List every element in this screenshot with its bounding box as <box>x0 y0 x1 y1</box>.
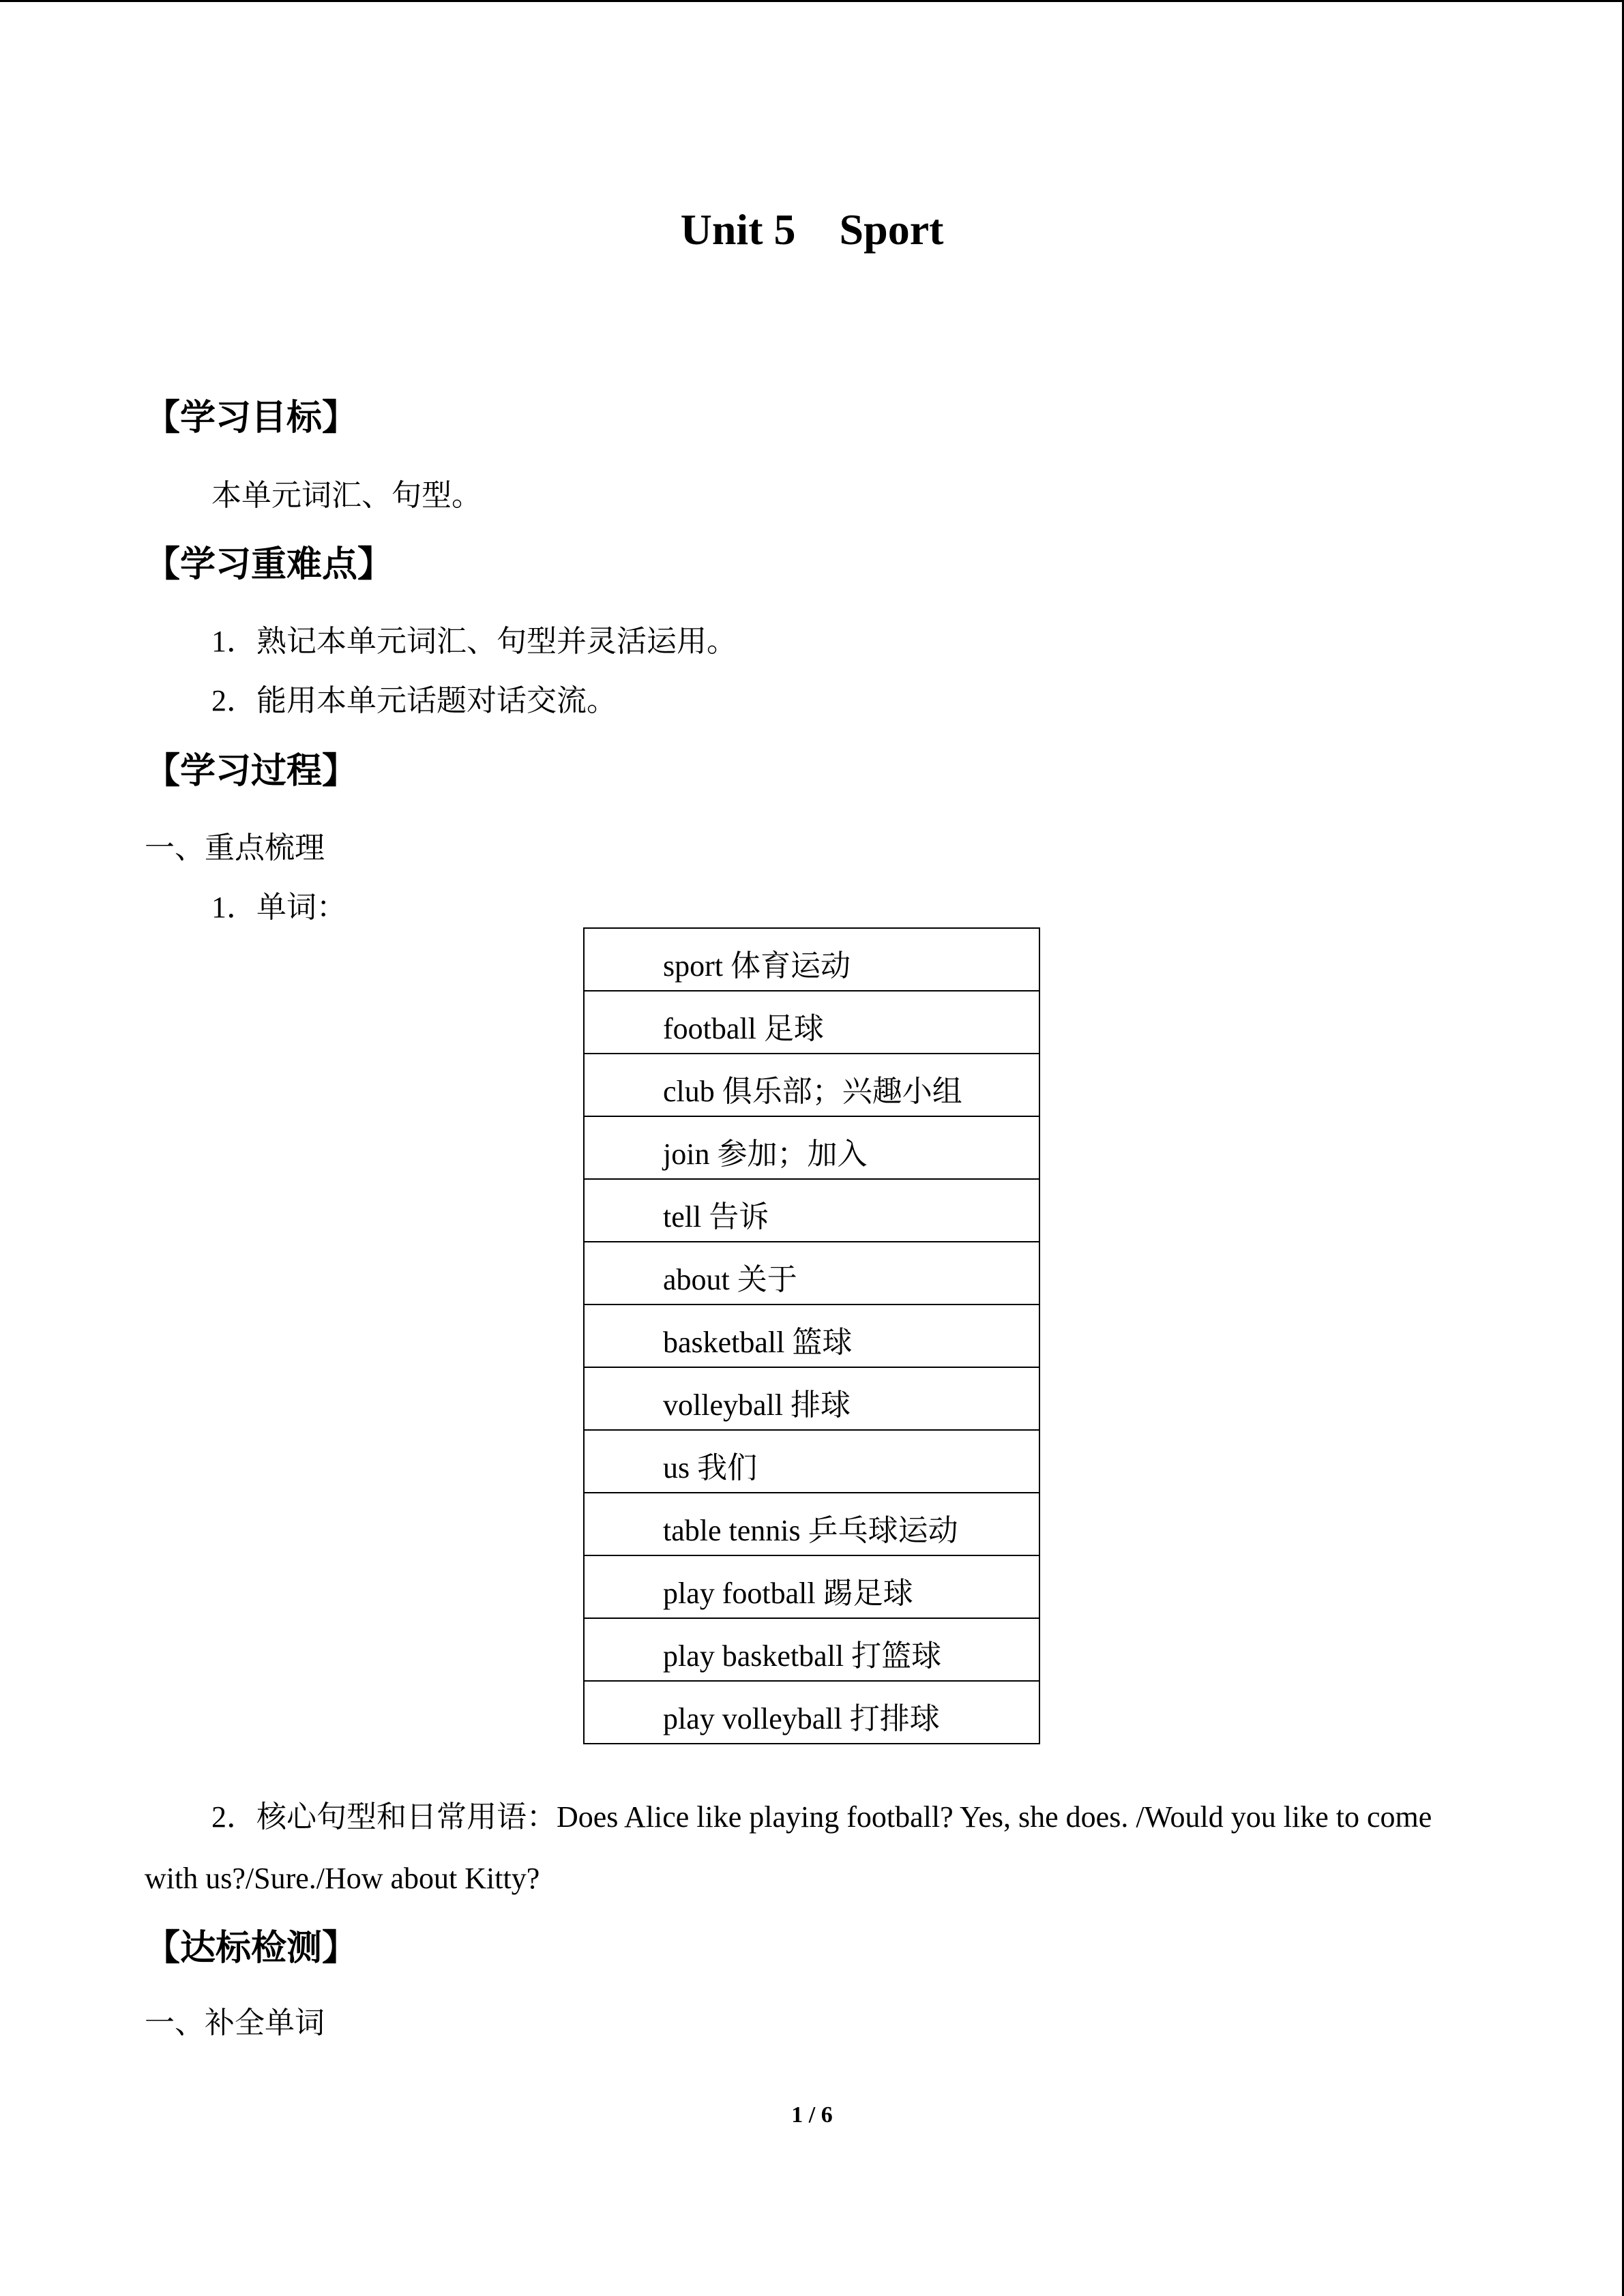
vocabulary-entry: play basketball 打篮球 <box>584 1618 1039 1681</box>
process-subheading: 一、重点梳理 <box>145 831 325 865</box>
table-row <box>584 928 1039 991</box>
table-row <box>584 1242 1039 1304</box>
vocabulary-entry: table tennis 乒乓球运动 <box>584 1493 1039 1555</box>
vocabulary-entry: us 我们 <box>584 1430 1039 1493</box>
table-row <box>584 1116 1039 1179</box>
page-title: Unit 5 Sport <box>680 205 944 254</box>
vocabulary-entry: play football 踢足球 <box>584 1555 1039 1618</box>
vocabulary-table <box>583 927 1040 1744</box>
table-row <box>584 1430 1039 1493</box>
table-row <box>584 1367 1039 1430</box>
vocabulary-entry: about 关于 <box>584 1242 1039 1304</box>
vocabulary-entry: join 参加；加入 <box>584 1116 1039 1179</box>
vocabulary-entry: club 俱乐部；兴趣小组 <box>584 1054 1039 1116</box>
table-row <box>584 1304 1039 1367</box>
process-heading: 【学习过程】 <box>145 751 358 792</box>
sentences-paragraph: 2．核心句型和日常用语：Does Alice like playing football? Yes, she does. /Would you like to come with us?/Sure./How about Kitty? <box>145 1800 1432 1895</box>
vocabulary-entry: volleyball 排球 <box>584 1367 1039 1430</box>
vocabulary-entry: sport 体育运动 <box>584 928 1039 991</box>
vocabulary-entry: tell 告诉 <box>584 1179 1039 1242</box>
vocabulary-entry: basketball 篮球 <box>584 1304 1039 1367</box>
objectives-heading: 【学习目标】 <box>145 398 358 438</box>
vocabulary-entry: football 足球 <box>584 991 1039 1054</box>
test-heading: 【达标检测】 <box>145 1928 358 1969</box>
table-row <box>584 1179 1039 1242</box>
table-row <box>584 1618 1039 1681</box>
top-border <box>0 0 1624 2</box>
test-subheading: 一、补全单词 <box>145 2006 325 2040</box>
vocabulary-entry: play volleyball 打排球 <box>584 1681 1039 1744</box>
keypoint-item: 1．熟记本单元词汇、句型并灵活运用。 <box>211 625 737 658</box>
page-number: 1 / 6 <box>791 2102 833 2128</box>
table-row <box>584 1555 1039 1618</box>
table-row <box>584 1054 1039 1116</box>
keypoints-heading: 【学习重难点】 <box>145 544 394 585</box>
words-label: 1．单词： <box>211 891 346 924</box>
table-row <box>584 1681 1039 1744</box>
keypoint-item: 2．能用本单元话题对话交流。 <box>211 684 617 717</box>
objectives-text: 本单元词汇、句型。 <box>211 479 482 512</box>
table-row <box>584 1493 1039 1555</box>
table-row <box>584 991 1039 1054</box>
